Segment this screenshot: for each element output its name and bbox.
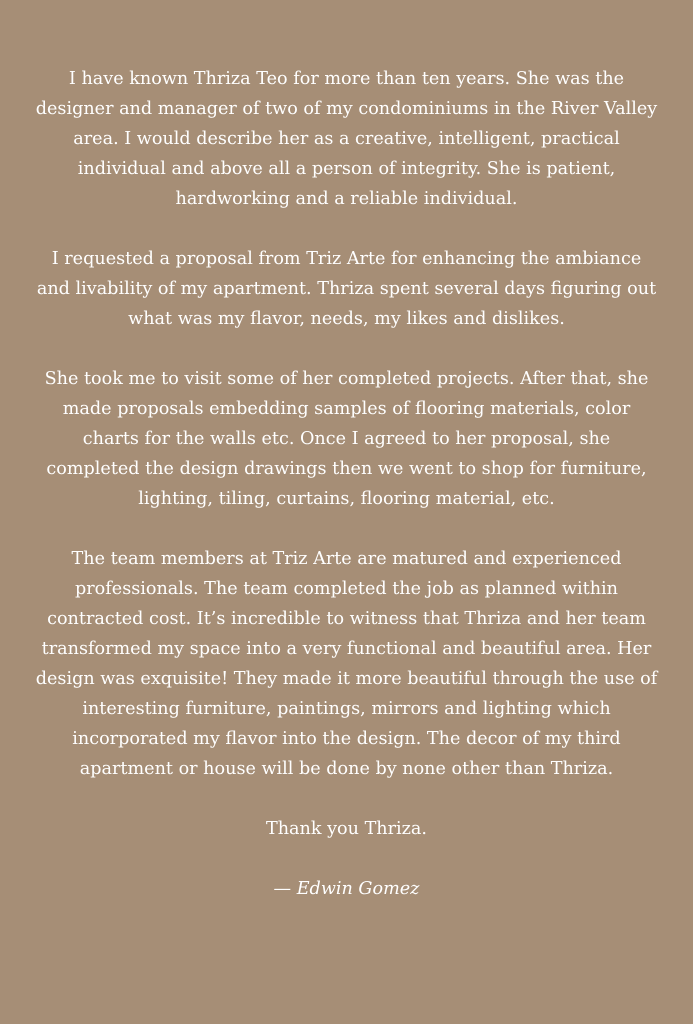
testimonial-paragraph-2: I requested a proposal from Triz Arte for enhancing the ambiance and livability of my apartment. Thriza spent several days figuring out what was my flavor, needs, my likes and dislikes. (36, 249, 657, 329)
testimonial-attribution: — Edwin Gomez (273, 879, 420, 899)
testimonial-paragraph-4: The team members at Triz Arte are matured and experienced professionals. The team completed the job as planned within contracted cost. It’s incredible to witness that Thriza and her team transformed my space into a very functional and beautiful area. Her design was exquisite! They made it more beautiful through the use of interesting furniture, paintings, mirrors and lighting which incorporated my flavor into the design. The decor of my third apartment or house will be done by none other than Thriza. (35, 549, 658, 779)
testimonial-paragraph-1: I have known Thriza Teo for more than ten years. She was the designer and manager of two of my condominiums in the River Valley area. I would describe her as a creative, intelligent, practical individual and above all a person of integrity. She is patient, hardworking and a reliable individual. (35, 69, 658, 209)
testimonial-paragraph-3: She took me to visit some of her completed projects. After that, she made proposals embedding samples of flooring materials, color charts for the walls etc. Once I agreed to her proposal, she completed the design drawings then we went to shop for furniture, lighting, tiling, curtains, flooring material, etc. (44, 369, 649, 509)
testimonial-closing: Thank you Thriza. (265, 819, 428, 839)
